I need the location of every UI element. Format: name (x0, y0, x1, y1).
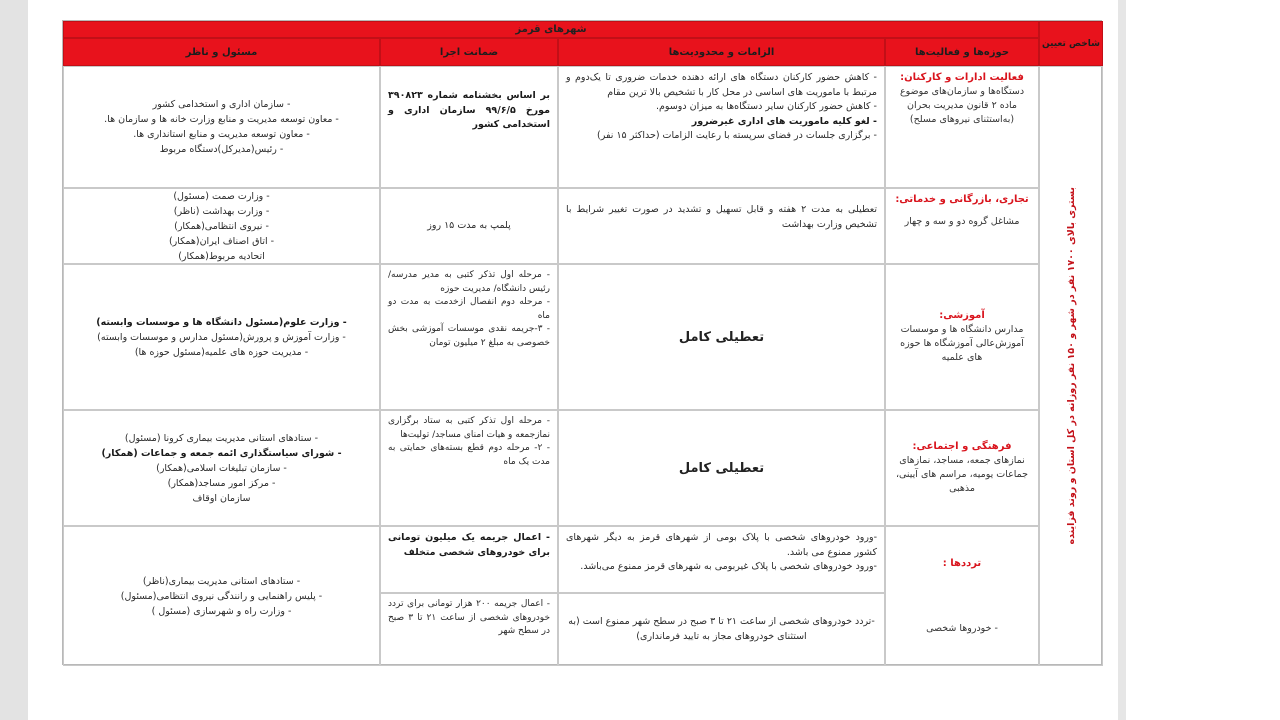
row-traffic-requirements-b (558, 593, 885, 666)
enforcement-line: - مرحله اول تذکر کتبی به ستاد برگزاری نمازجمعه و هیات امنای مساجد/ تولیت‌ها (388, 416, 550, 440)
row-commercial-responsible (63, 188, 380, 264)
responsible-line: - رئیس(مدیرکل)دستگاه مربوط (159, 144, 284, 155)
row-traffic-area (885, 526, 1039, 666)
responsible-line: اتحادیه مربوط(همکار) (178, 250, 265, 262)
row-traffic-enforcement-b (380, 593, 558, 666)
row-offices-responsible (63, 66, 380, 188)
header-areas: حوزه‌ها و فعالیت‌ها (885, 38, 1039, 66)
row-education-enforcement (380, 264, 558, 410)
row-offices-area (885, 66, 1039, 188)
enforcement-line: پلمپ به مدت ۱۵ روز (427, 219, 511, 231)
red-cities-table (62, 20, 1102, 665)
responsible-line: - معاون توسعه مدیریت و منابع وزارت خانه ها و سازمان ها. (104, 114, 339, 125)
row-cultural-requirements: تعطیلی کامل (558, 410, 885, 526)
table-title: شهرهای قرمز (63, 21, 1039, 38)
row-education-responsible (63, 264, 380, 410)
enforcement-line: - مرحله دوم انفصال ازخدمت به مدت دو ماه (388, 297, 550, 321)
responsible-line: - سازمان تبلیغات اسلامی(همکار) (156, 462, 287, 474)
responsible-line: - وزارت بهداشت (ناظر) (173, 205, 270, 217)
row-cultural-enforcement (380, 410, 558, 526)
responsible-line: - ستادهای استانی مدیریت بیماری(ناظر) (142, 575, 301, 587)
requirement-line: - برگزاری جلسات در فضای سرپسته با رعایت الزامات (حداکثر ۱۵ نفر) (597, 130, 877, 141)
row-commercial-requirements (558, 188, 885, 264)
responsible-line: - شورای سیاستگذاری ائمه جمعه و جماعات (همکار) (101, 447, 342, 459)
indicator-text: بستری بالای ۱۷۰۰ نفر در شهر و ۱۵۰ نفر روزانه در کل استان و روند فزاینده (1065, 187, 1077, 545)
row-traffic-requirements-a (558, 526, 885, 593)
responsible-line: - معاون توسعه مدیریت و منابع استانداری ها. (133, 129, 310, 140)
area-desc: دستگاه‌ها و سازمان‌های موضوع ماده ۲ قانون مدیریت بحران (به‌استثنای نیروهای مسلح) (899, 86, 1025, 125)
row-commercial-area (885, 188, 1039, 264)
row-commercial-enforcement (380, 188, 558, 264)
indicator-cell (1039, 66, 1103, 666)
row-education-requirements: تعطیلی کامل (558, 264, 885, 410)
row-cultural-responsible (63, 410, 380, 526)
responsible-line: - وزارت صمت (مسئول) (173, 190, 270, 202)
enforcement-line: - ۳-جریمه نقدی موسسات آموزشی بخش خصوصی به مبلغ ۲ میلیون تومان (388, 324, 551, 348)
enforcement-line: بر اساس بخشنامه شماره ۳۹۰۸۲۳ مورخ ۹۹/۶/۵ سازمان اداری و استخدامی کشور (388, 90, 550, 130)
responsible-line: - سازمان اداری و استخدامی کشور (152, 99, 291, 110)
area-title: فعالیت ادارات و کارکنان: (900, 72, 1024, 83)
area-desc: مشاغل گروه دو و سه و چهار (904, 216, 1020, 227)
requirement-line: - کاهش حضور کارکنان سایر دستگاه‌ها به میزان دوسوم. (656, 101, 877, 112)
area-title: فرهنگی و اجتماعی: (912, 441, 1012, 452)
requirement-line: -ورود خودروهای شخصی با پلاک غیربومی به شهرهای قرمز ممنوع می‌باشد. (580, 561, 877, 572)
responsible-line: - وزارت آموزش و پرورش(مسئول مدارس و موسسات وابسته) (97, 331, 346, 343)
responsible-line: - وزارت علوم(مسئول دانشگاه ها و موسسات وابسته) (96, 316, 347, 328)
area-title: تجاری، بازرگانی و خدماتی: (895, 194, 1029, 205)
row-traffic-responsible (63, 526, 380, 666)
area-title: آموزشی: (939, 310, 985, 321)
left-gutter (0, 0, 28, 720)
enforcement-line: - اعمال جریمه ۲۰۰ هزار تومانی برای تردد خودروهای شخصی از ساعت ۲۱ تا ۳ صبح در سطح شهر (388, 599, 551, 636)
responsible-line: سازمان اوقاف (192, 492, 251, 504)
row-traffic-enforcement-a (380, 526, 558, 593)
responsible-line: - مرکز امور مساجد(همکار) (167, 477, 276, 489)
requirement-line: - لغو کلیه ماموریت های اداری غیرضرور (691, 115, 877, 127)
area-desc: نمازهای جمعه، مساجد، نمازهای جماعات یومیه، مراسم های آیینی، مذهبی (895, 455, 1029, 494)
enforcement-line: - اعمال جریمه یک میلیون تومانی برای خودروهای شخصی متخلف (388, 532, 550, 558)
responsible-line: - پلیس راهنمایی و رانندگی نیروی انتظامی(مسئول) (120, 590, 323, 602)
requirement-line: - کاهش حضور کارکنان دستگاه های ارائه دهنده خدمات ضروری تا یک‌دوم و مرتبط با ماموریت های اساسی در محل کار با تشخیص بالا ترین مقام (566, 72, 877, 98)
row-offices-requirements (558, 66, 885, 188)
row-cultural-area (885, 410, 1039, 526)
requirement-line: -ورود خودروهای شخصی با پلاک بومی از شهرهای قرمز به دیگر شهرهای کشور ممنوع می باشد. (566, 532, 877, 558)
row-offices-enforcement (380, 66, 558, 188)
enforcement-line: - ۲- مرحله دوم قطع بسته‌های حمایتی به مدت یک ماه (388, 443, 551, 467)
responsible-line: - اتاق اصناف ایران(همکار) (168, 235, 275, 247)
row-education-area (885, 264, 1039, 410)
header-indicator: شاخص تعیین (1039, 21, 1103, 66)
enforcement-line: - مرحله اول تذکر کتبی به مدیر مدرسه/ رئیس دانشگاه/ مدیریت حوزه (388, 270, 550, 294)
area-desc: - خودروها شخصی (926, 622, 998, 634)
header-requirements: الزامات و محدودیت‌ها (558, 38, 885, 66)
area-title: ترددها : (942, 557, 982, 569)
responsible-line: - ستادهای استانی مدیریت بیماری کرونا (مسئول) (124, 432, 319, 444)
requirement-line: -تردد خودروهای شخصی از ساعت ۲۱ تا ۳ صبح در سطح شهر ممنوع است (به استثنای خودروهای مجاز به تایید فرمانداری) (568, 616, 875, 642)
header-responsible: مسئول و ناظر (63, 38, 380, 66)
responsible-line: - نیروی انتظامی(همکار) (174, 220, 269, 232)
responsible-line: - مدیریت حوزه های علمیه(مسئول حوزه ها) (134, 346, 309, 358)
page-right-edge (1118, 0, 1126, 720)
requirement-line: تعطیلی به مدت ۲ هفته و قابل تسهیل و تشدید در صورت تغییر شرایط با تشخیص وزارت بهداشت (566, 204, 878, 230)
responsible-line: - وزارت راه و شهرسازی (مسئول ) (151, 605, 292, 617)
header-enforcement: ضمانت اجرا (380, 38, 558, 66)
area-desc: مدارس دانشگاه ها و موسسات آموزش‌عالی آموزشگاه ها حوزه های علمیه (900, 324, 1024, 363)
